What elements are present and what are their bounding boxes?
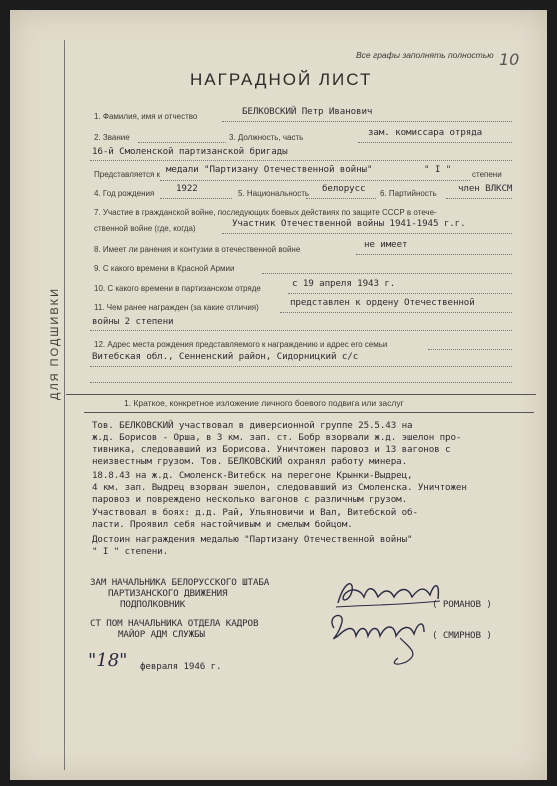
presented-line — [160, 180, 470, 181]
field-6-line — [446, 198, 512, 199]
narrative-line: Тов. БЕЛКОВСКИЙ участвовал в диверсионной группе 25.5.43 на — [92, 420, 413, 431]
field-4-line — [160, 198, 232, 199]
narrative-line: " I " степени. — [92, 546, 169, 557]
field-8-line — [356, 254, 512, 255]
field-9-line — [262, 273, 512, 274]
field-12-value: Витебская обл., Сенненский район, Сидорницкий с/с — [92, 351, 359, 362]
presented-label: Представляется к — [94, 170, 161, 179]
binding-margin-line — [64, 40, 65, 770]
pencil-page-number: 10 — [499, 50, 520, 69]
narrative-line: тивника, следовавший из Борисова. Уничтожен паровоз и 13 вагонов с — [92, 444, 451, 455]
field-11-value: представлен к ордену Отечественной — [290, 297, 475, 308]
signatory-1-rank: ПОДПОЛКОВНИК — [120, 599, 186, 610]
field-11-line — [280, 312, 512, 313]
signatory-1-title: ПАРТИЗАНСКОГО ДВИЖЕНИЯ — [108, 588, 228, 599]
field-7-line — [222, 233, 512, 234]
field-5-value: белорусс — [322, 183, 366, 194]
narrative-line: 4 км. зап. Выдрец взорван эшелон, следовавший из Смоленска. Уничтожен — [92, 482, 467, 493]
field-6-label: 6. Партийность — [380, 189, 437, 198]
field-3-line — [358, 142, 512, 143]
narrative-line: ж.д. Борисов - Орша, в 3 км. зап. ст. Бобр взорвали ж.д. эшелон про- — [92, 432, 462, 443]
field-4-label: 4. Год рождения — [94, 189, 155, 198]
field-2-line — [138, 142, 226, 143]
section-heading: 1. Краткое, конкретное изложение личного боевого подвига или заслуг — [124, 398, 404, 408]
field-1-label: 1. Фамилия, имя и отчество — [94, 112, 198, 121]
field-2-label: 2. Звание — [94, 133, 130, 142]
field-10-line — [288, 293, 512, 294]
fill-all-fields-note: Все графы заполнять полностью — [356, 50, 494, 60]
narrative-line: Участвовал в боях: д.д. Рай, Ульяновичи и Вал, Витебской об- — [92, 507, 418, 518]
date-month-year: февраля 1946 г. — [140, 661, 222, 672]
section-divider — [66, 394, 536, 395]
field-12-line — [428, 349, 512, 350]
field-3-value: зам. комиссара отряда — [368, 127, 483, 138]
section-heading-underline — [84, 412, 534, 413]
field-12-line3 — [90, 382, 512, 383]
signatory-1-title: ЗАМ НАЧАЛЬНИКА БЕЛОРУССКОГО ШТАБА — [90, 577, 270, 588]
signatory-2-title: СТ ПОМ НАЧАЛЬНИКА ОТДЕЛА КАДРОВ — [90, 618, 259, 629]
field-5-label: 5. Национальность — [238, 189, 310, 198]
date-day: "18" — [88, 650, 128, 671]
field-3-value-line2: 16-й Смоленской партизанской бригады — [92, 146, 288, 157]
field-10-label: 10. С какого времени в партизанском отряде — [94, 284, 261, 293]
field-12-label: 12. Адрес места рождения представляемого к награждению и адрес его семьи — [94, 340, 388, 349]
field-3-label: 3. Должность, часть — [229, 133, 304, 142]
signatory-2-name: ( СМИРНОВ ) — [432, 630, 492, 641]
field-9-label: 9. С какого времени в Красной Армии — [94, 264, 235, 273]
narrative-line: Достоин награждения медалью "Партизану Отечественной войны" — [92, 534, 413, 545]
narrative-line: ласти. Проявил себя настойчивым и смелым бойцом. — [92, 519, 353, 530]
field-7-label-line2: ственной войне (где, когда) — [94, 224, 196, 233]
field-11-label: 11. Чем ранее награжден (за какие отличия) — [94, 303, 259, 312]
field-1-value: БЕЛКОВСКИЙ Петр Иванович — [242, 106, 373, 117]
narrative-line: паровоз и повреждено несколько вагонов с различным грузом. — [92, 494, 408, 505]
signatory-2-rank: МАЙОР АДМ СЛУЖБЫ — [118, 629, 205, 640]
signature-smirnov — [320, 608, 440, 668]
binding-margin-label: ДЛЯ ПОДШИВКИ — [49, 287, 61, 400]
signatory-1-name: ( РОМАНОВ ) — [432, 599, 492, 610]
page-title: НАГРАДНОЙ ЛИСТ — [190, 70, 373, 89]
field-4-value: 1922 — [176, 183, 198, 194]
field-7-value: Участник Отечественной войны 1941-1945 г.г. — [232, 218, 466, 229]
award-degree: " I " — [424, 164, 452, 175]
field-11-line2 — [90, 330, 512, 331]
field-1-line — [222, 121, 512, 122]
field-12-line2 — [90, 366, 512, 367]
field-6-value: член ВЛКСМ — [458, 183, 513, 194]
narrative-line: 18.8.43 на ж.д. Смоленск-Витебск на перегоне Крынки-Выдрец, — [92, 470, 413, 481]
field-7-label: 7. Участие в гражданской войне, последующих боевых действиях по защите СССР в отече- — [94, 208, 437, 217]
degree-label: степени — [472, 170, 502, 179]
narrative-line: неизвестным грузом. Тов. БЕЛКОВСКИЙ охранял работу минера. — [92, 456, 408, 467]
field-11-value-line2: войны 2 степени — [92, 316, 174, 327]
field-8-label: 8. Имеет ли ранения и контузии в отечественной войне — [94, 245, 301, 254]
field-8-value: не имеет — [364, 239, 408, 250]
field-5-line — [306, 198, 376, 199]
award-name: медали "Партизану Отечественной войны" — [166, 164, 373, 175]
field-3-line2 — [90, 160, 512, 161]
field-10-value: с 19 апреля 1943 г. — [292, 278, 396, 289]
